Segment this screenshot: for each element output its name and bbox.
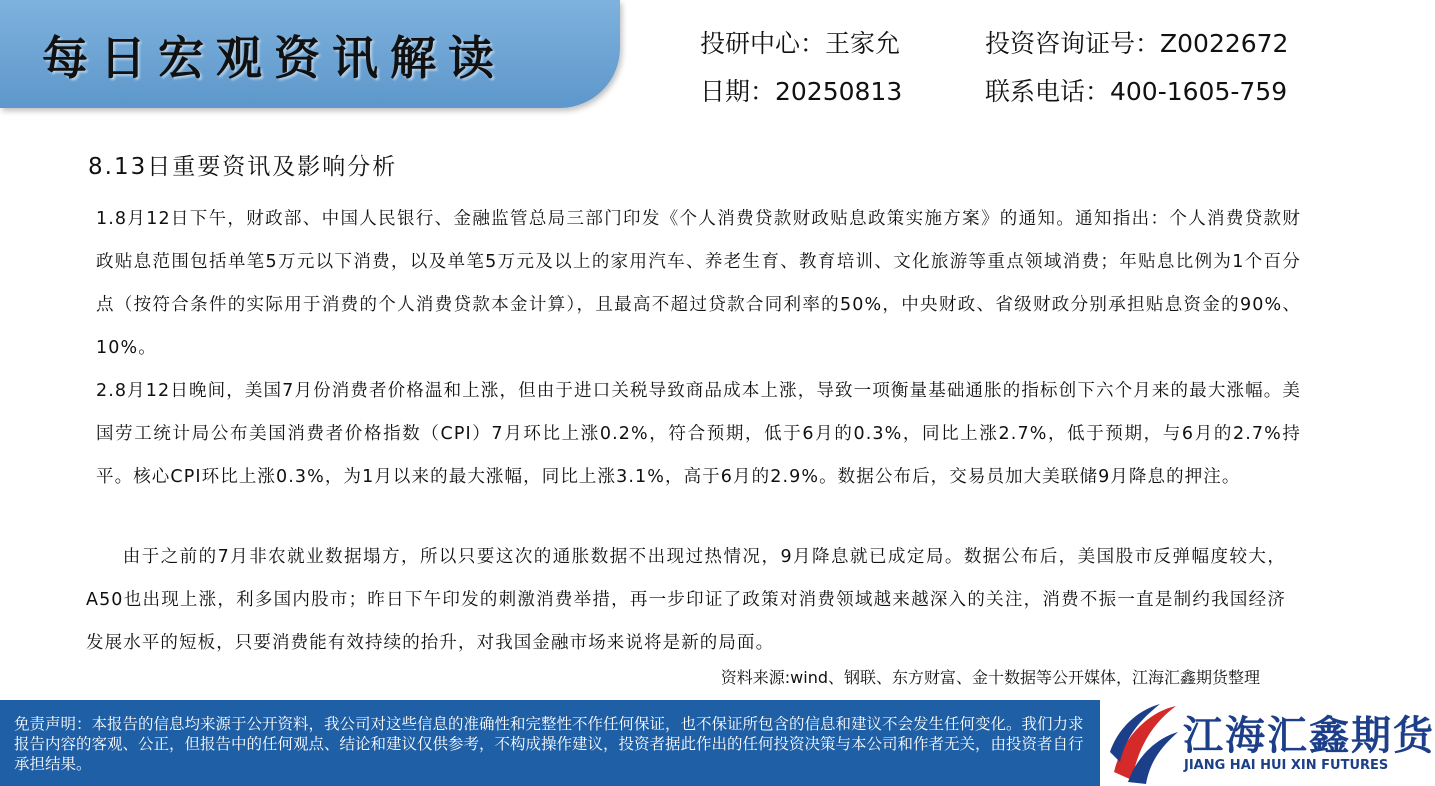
company-logo-icon [1108, 702, 1180, 784]
analyst-info: 投研中心：王家允 [700, 29, 901, 58]
logo-english-name: JIANG HAI HUI XIN FUTURES [1184, 758, 1389, 773]
news-item-2: 2.8月12日晚间，美国7月份消费者价格温和上涨，但由于进口关税导致商品成本上涨，导致一项衡量基础通胀的指标创下六个月来的最大涨幅。美国劳工统计局公布美国消费者价格指数（CPI）7月环比上涨0.2%，符合预期，低于6月的0.3%，同比上涨2.7%，低于预期，与6月的2.7%持平。核心CPI环比上涨0.3%，为1月以来的最大涨幅，同比上涨3.1%，高于6月的2.9%。数据公布后，交易员加大美联储9月降息的押注。 [96, 381, 1301, 487]
analysis-paragraph: 由于之前的7月非农就业数据塌方，所以只要这次的通胀数据不出现过热情况，9月降息就已成定局。数据公布后，美国股市反弹幅度较大，A50也出现上涨，利多国内股市；昨日下午印发的刺激消费举措，再一步印证了政策对消费领域越来越深入的关注，消费不振一直是制约我国经济发展水平的短板，只要消费能有效持续的抬升，对我国金融市场来说将是新的局面。 [86, 547, 1286, 653]
data-source: 资料来源:wind、钢联、东方财富、金十数据等公开媒体，江海汇鑫期货整理 [720, 668, 1260, 687]
disclaimer: 免责声明：本报告的信息均来源于公开资料，我公司对这些信息的准确性和完整性不作任何保证，也不保证所包含的信息和建议不会发生任何变化。我们力求报告内容的客观、公正，但报告中的任何观点、结论和建议仅供参考，不构成操作建议，投资者据此作出的任何投资决策与本公司和作者无关，由投资者自行承担结果。 [14, 715, 1084, 773]
news-item-1: 1.8月12日下午，财政部、中国人民银行、金融监管总局三部门印发《个人消费贷款财政贴息政策实施方案》的通知。通知指出：个人消费贷款财政贴息范围包括单笔5万元以下消费，以及单笔5万元及以上的家用汽车、养老生育、教育培训、文化旅游等重点领域消费；年贴息比例为1个百分点（按符合条件的实际用于消费的个人消费贷款本金计算），且最高不超过贷款合同利率的50%，中央财政、省级财政分别承担贴息资金的90%、10%。 [96, 209, 1301, 358]
license-number: 投资咨询证号：Z0022672 [985, 29, 1289, 58]
page-title: 每日宏观资讯解读 [42, 31, 506, 85]
report-date: 日期：20250813 [700, 77, 903, 106]
contact-phone: 联系电话：400-1605-759 [985, 77, 1288, 106]
logo-chinese-name: 江海汇鑫期货 [1183, 713, 1435, 759]
section-title: 8.13日重要资讯及影响分析 [88, 154, 398, 180]
